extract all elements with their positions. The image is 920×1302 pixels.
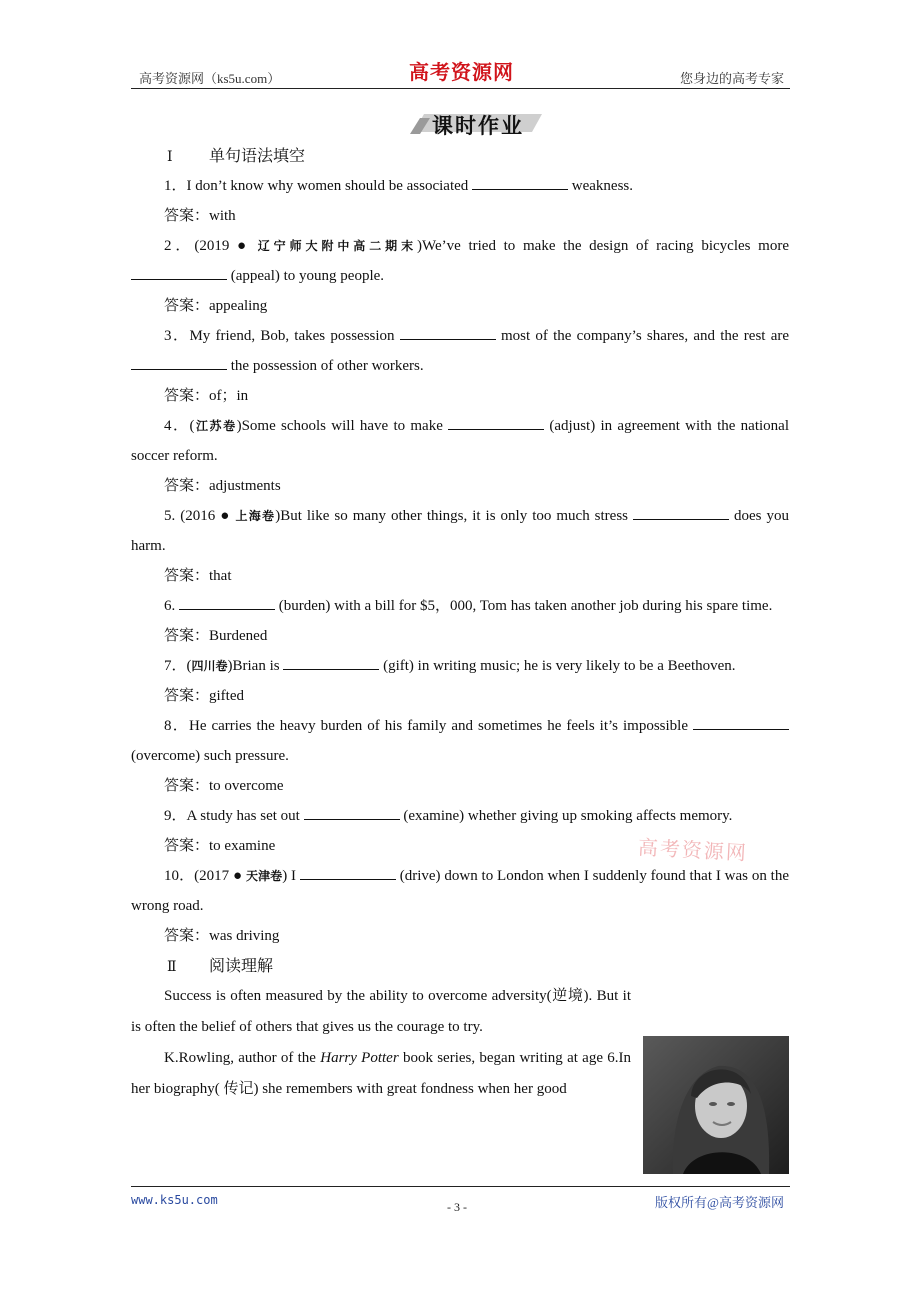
answer-4: 答案：adjustments bbox=[164, 478, 281, 494]
answer-blank bbox=[448, 415, 544, 430]
question-source: 天津卷 bbox=[245, 869, 283, 883]
answer-8: 答案：to overcome bbox=[164, 778, 284, 794]
question-source: 上海卷 bbox=[235, 509, 276, 523]
watermark: 高考资源网 bbox=[637, 837, 749, 865]
section-title: 阅读理解 bbox=[209, 958, 274, 975]
answer-blank bbox=[633, 505, 729, 520]
answer-10: 答案：was driving bbox=[164, 928, 280, 944]
answer-blank bbox=[131, 355, 227, 370]
answer-blank bbox=[400, 325, 496, 340]
answer-2: 答案：appealing bbox=[164, 298, 268, 314]
answer-blank bbox=[131, 265, 227, 280]
question-1: 1．I don’t know why women should be associated weakness. bbox=[131, 171, 789, 201]
page-footer bbox=[131, 1186, 790, 1214]
question-2: 2．(2019 ● 辽宁师大附中高二期末)We’ve tried to make the design of racing bicycles more (appeal) to young people. bbox=[131, 231, 789, 291]
answer-5: 答案：that bbox=[164, 568, 232, 584]
answer-blank bbox=[472, 175, 568, 190]
question-3: 3．My friend, Bob, takes possession most of the company’s shares, and the rest are the possession of other workers. bbox=[131, 321, 789, 381]
main-content bbox=[131, 143, 789, 1105]
answer-blank bbox=[179, 595, 275, 610]
author-portrait-photo bbox=[643, 1036, 789, 1174]
question-4: 4．(江苏卷)Some schools will have to make (adjust) in agreement with the national soccer reform. bbox=[131, 411, 789, 471]
answer-7: 答案：gifted bbox=[164, 688, 244, 704]
book-title: Harry Potter bbox=[320, 1050, 399, 1066]
header-logo: 高考资源网 bbox=[409, 62, 514, 84]
reading-passage bbox=[131, 981, 631, 1105]
reading-paragraph-1: Success is often measured by the ability to overcome adversity(逆境). But it is often the belief of others that gives us the courage to try. bbox=[131, 988, 631, 1035]
section-number: Ⅱ bbox=[167, 960, 177, 975]
reading-paragraph-2: K.Rowling, author of the Harry Potter book series, began writing at age 6.In her biography( 传记) she remembers with great fondness when her good bbox=[131, 1050, 631, 1097]
page-number: - 3 - bbox=[447, 1200, 467, 1214]
answer-blank bbox=[693, 715, 789, 730]
answer-blank bbox=[304, 805, 400, 820]
question-10: 10．(2017 ● 天津卷) I (drive) down to London when I suddenly found that I was on the wrong road. bbox=[131, 861, 789, 921]
section-banner bbox=[410, 110, 542, 136]
header-site-name: 高考资源网（ks5u.com） bbox=[139, 71, 281, 86]
answer-blank bbox=[283, 655, 379, 670]
section-title: 单句语法填空 bbox=[209, 148, 306, 165]
question-6: 6. (burden) with a bill for $5，000, Tom has taken another job during his spare time. bbox=[131, 591, 789, 621]
banner-title: 课时作业 bbox=[432, 114, 524, 138]
footer-copyright: 版权所有@高考资源网 bbox=[655, 1195, 784, 1210]
section-number: Ⅰ bbox=[167, 150, 173, 165]
header-slogan: 您身边的高考专家 bbox=[679, 71, 784, 86]
section-heading-1 bbox=[131, 143, 789, 171]
answer-1: 答案：with bbox=[164, 208, 236, 224]
answer-6: 答案：Burdened bbox=[164, 628, 268, 644]
question-8: 8．He carries the heavy burden of his family and sometimes he feels it’s impossible (overcome) such pressure. bbox=[131, 711, 789, 771]
question-7: 7．(四川卷)Brian is (gift) in writing music; he is very likely to be a Beethoven. bbox=[131, 651, 789, 681]
section-heading-2 bbox=[131, 953, 789, 981]
question-source: 江苏卷 bbox=[194, 419, 237, 433]
answer-3: 答案：of；in bbox=[164, 388, 249, 404]
footer-url[interactable]: www.ks5u.com bbox=[131, 1193, 218, 1207]
answer-9: 答案：to examine bbox=[164, 838, 276, 854]
question-source: 辽宁师大附中高二期末 bbox=[257, 239, 418, 253]
question-5: 5. (2016 ● 上海卷)But like so many other things, it is only too much stress does you harm. bbox=[131, 501, 789, 561]
page-header bbox=[131, 56, 790, 89]
question-9: 9．A study has set out (examine) whether giving up smoking affects memory. bbox=[131, 801, 789, 831]
answer-blank bbox=[300, 865, 396, 880]
question-source: 四川卷 bbox=[191, 659, 228, 673]
